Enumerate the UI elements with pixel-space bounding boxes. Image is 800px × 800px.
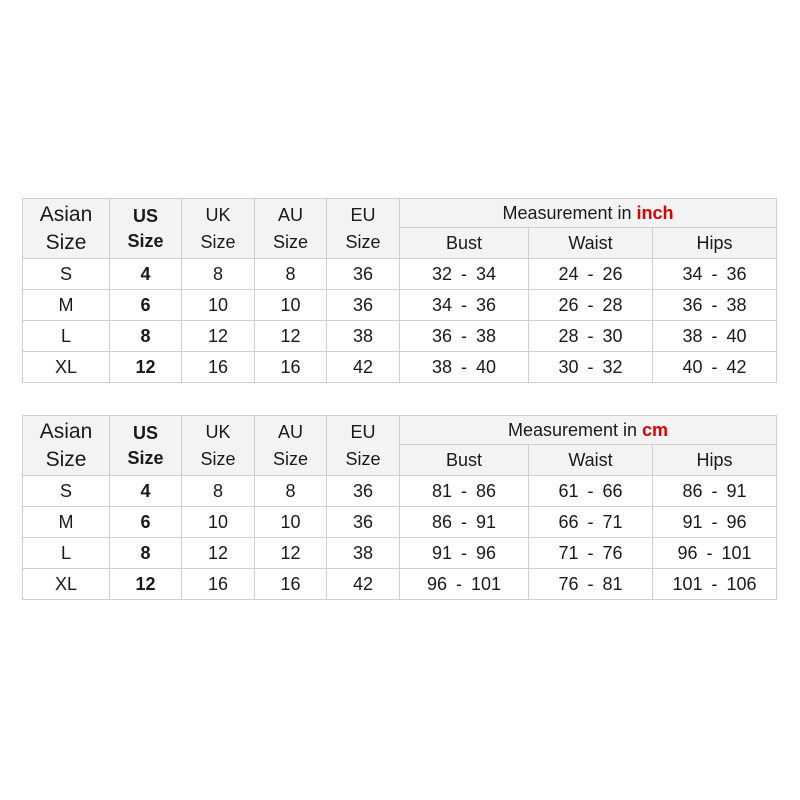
measurement-prefix: Measurement in <box>507 419 638 440</box>
cell-us: 6 <box>110 290 182 321</box>
header-uk-line: Size <box>200 231 236 252</box>
cell-waist: 26 - 28 <box>529 290 653 321</box>
header-eu-line: EU <box>350 204 376 225</box>
cell-asian: L <box>23 321 110 352</box>
header-uk-line: UK <box>205 421 231 442</box>
cell-hips: 86 - 91 <box>653 476 777 507</box>
cell-eu: 38 <box>327 321 400 352</box>
header-eu-size <box>327 416 400 476</box>
header-hips: Hips <box>653 228 777 259</box>
cell-eu: 36 <box>327 507 400 538</box>
cell-eu: 38 <box>327 538 400 569</box>
cell-au: 16 <box>255 352 327 383</box>
cell-au: 16 <box>255 569 327 600</box>
cell-bust: 32 - 34 <box>400 259 529 290</box>
table-row <box>23 259 777 290</box>
header-asian-line: Asian <box>39 202 93 226</box>
header-uk-line: Size <box>200 448 236 469</box>
header-asian-line: Size <box>45 230 87 254</box>
header-us-size <box>110 416 182 476</box>
header-waist: Waist <box>529 445 653 476</box>
cell-eu: 36 <box>327 290 400 321</box>
cell-asian: L <box>23 538 110 569</box>
header-bust: Bust <box>400 445 529 476</box>
cell-eu: 36 <box>327 476 400 507</box>
measurement-prefix: Measurement in <box>502 202 632 223</box>
table-row <box>23 290 777 321</box>
header-eu-size <box>327 199 400 259</box>
header-waist: Waist <box>529 228 653 259</box>
cell-waist: 61 - 66 <box>529 476 653 507</box>
cell-hips: 91 - 96 <box>653 507 777 538</box>
table-row <box>23 476 777 507</box>
cell-au: 8 <box>255 259 327 290</box>
cell-au: 10 <box>255 290 327 321</box>
cell-asian: S <box>23 476 110 507</box>
cell-bust: 38 - 40 <box>400 352 529 383</box>
header-au-size <box>255 199 327 259</box>
cell-us: 8 <box>110 538 182 569</box>
header-au-line: AU <box>277 421 303 442</box>
cell-us: 6 <box>110 507 182 538</box>
cell-waist: 28 - 30 <box>529 321 653 352</box>
header-asian-line: Size <box>45 447 87 471</box>
header-hips: Hips <box>653 445 777 476</box>
table-row <box>23 538 777 569</box>
cell-eu: 42 <box>327 352 400 383</box>
cell-waist: 66 - 71 <box>529 507 653 538</box>
cell-eu: 36 <box>327 259 400 290</box>
cell-uk: 12 <box>182 321 255 352</box>
cell-au: 10 <box>255 507 327 538</box>
measurement-header <box>400 416 777 445</box>
cell-us: 4 <box>110 476 182 507</box>
header-eu-line: EU <box>350 421 376 442</box>
cell-waist: 71 - 76 <box>529 538 653 569</box>
header-uk-size <box>182 199 255 259</box>
cell-uk: 16 <box>182 352 255 383</box>
table-row <box>23 321 777 352</box>
cell-bust: 86 - 91 <box>400 507 529 538</box>
header-uk-size <box>182 416 255 476</box>
cell-waist: 76 - 81 <box>529 569 653 600</box>
header-row <box>23 199 777 228</box>
cell-au: 12 <box>255 321 327 352</box>
cell-uk: 10 <box>182 290 255 321</box>
cell-asian: XL <box>23 352 110 383</box>
cell-bust: 81 - 86 <box>400 476 529 507</box>
cell-hips: 40 - 42 <box>653 352 777 383</box>
header-us-line: US <box>132 205 158 226</box>
size-table-inch <box>22 198 777 383</box>
cell-uk: 10 <box>182 507 255 538</box>
measurement-unit: inch <box>636 202 674 223</box>
measurement-unit: cm <box>642 419 669 440</box>
header-uk-line: UK <box>205 204 231 225</box>
header-au-line: AU <box>277 204 303 225</box>
header-au-size <box>255 416 327 476</box>
cell-asian: S <box>23 259 110 290</box>
cell-uk: 8 <box>182 476 255 507</box>
measurement-header <box>400 199 777 228</box>
header-au-line: Size <box>272 231 308 252</box>
cell-uk: 12 <box>182 538 255 569</box>
table-row <box>23 569 777 600</box>
cell-bust: 34 - 36 <box>400 290 529 321</box>
header-au-line: Size <box>272 448 308 469</box>
cell-us: 12 <box>110 352 182 383</box>
cell-us: 12 <box>110 569 182 600</box>
cell-us: 8 <box>110 321 182 352</box>
header-us-line: Size <box>127 447 164 468</box>
cell-asian: M <box>23 507 110 538</box>
header-us-line: US <box>132 422 158 443</box>
cell-uk: 16 <box>182 569 255 600</box>
cell-bust: 91 - 96 <box>400 538 529 569</box>
cell-uk: 8 <box>182 259 255 290</box>
cell-bust: 96 - 101 <box>400 569 529 600</box>
cell-eu: 42 <box>327 569 400 600</box>
cell-hips: 34 - 36 <box>653 259 777 290</box>
table-row <box>23 352 777 383</box>
cell-au: 8 <box>255 476 327 507</box>
cell-bust: 36 - 38 <box>400 321 529 352</box>
header-row <box>23 416 777 445</box>
cell-asian: M <box>23 290 110 321</box>
header-asian-line: Asian <box>39 419 93 443</box>
header-eu-line: Size <box>345 448 381 469</box>
header-us-size <box>110 199 182 259</box>
table-row <box>23 507 777 538</box>
header-asian-size <box>23 416 110 476</box>
cell-au: 12 <box>255 538 327 569</box>
cell-us: 4 <box>110 259 182 290</box>
header-bust: Bust <box>400 228 529 259</box>
header-asian-size <box>23 199 110 259</box>
cell-waist: 24 - 26 <box>529 259 653 290</box>
size-table-cm <box>22 415 777 600</box>
cell-hips: 96 - 101 <box>653 538 777 569</box>
cell-hips: 101 - 106 <box>653 569 777 600</box>
cell-waist: 30 - 32 <box>529 352 653 383</box>
header-eu-line: Size <box>345 231 381 252</box>
cell-hips: 38 - 40 <box>653 321 777 352</box>
cell-asian: XL <box>23 569 110 600</box>
header-us-line: Size <box>127 230 164 251</box>
cell-hips: 36 - 38 <box>653 290 777 321</box>
